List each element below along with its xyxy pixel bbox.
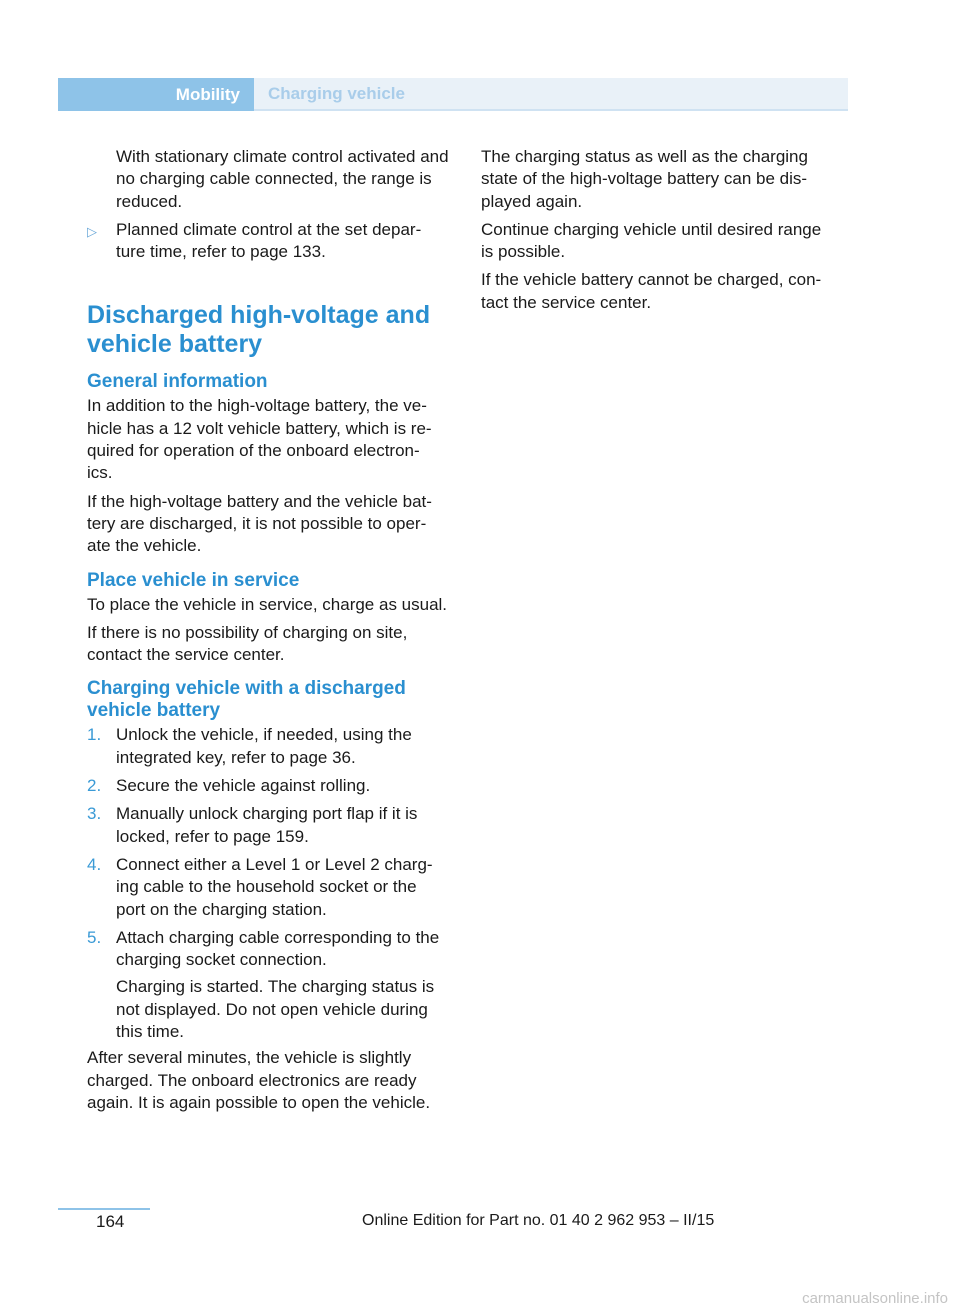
step-text: Unlock the vehicle, if needed, using the integrated key, refer to page 36. — [116, 725, 412, 767]
step-item — [87, 854, 449, 921]
section-tab: Mobility — [58, 78, 254, 111]
step-text: Secure the vehicle against rolling. — [116, 776, 371, 796]
step-number: 3. — [87, 804, 102, 824]
general-heading: General information — [87, 371, 268, 393]
bullet-item — [87, 219, 449, 264]
main-heading: Discharged high-voltage and vehicle battery — [87, 301, 431, 359]
charging-heading: Charging vehicle with a discharged vehicle battery — [87, 678, 406, 722]
step-text: Attach charging cable corresponding to the charging socket connection. — [116, 927, 440, 970]
step-number: 2. — [87, 776, 102, 796]
chapter-title: Charging vehicle — [254, 78, 848, 111]
step-item — [87, 724, 449, 769]
step5-note: Charging is started. The charging status is not displayed. Do not open vehicle during this time. — [116, 977, 435, 1042]
right-column — [481, 146, 833, 320]
intro-text: With stationary climate control activated and no charging cable connected, the range is reduced. — [116, 147, 449, 211]
service-heading: Place vehicle in service — [87, 569, 300, 591]
watermark: carmanualsonline.info — [802, 1290, 948, 1307]
left-column — [87, 146, 449, 1120]
step-number: 1. — [87, 725, 102, 745]
step-text: Connect either a Level 1 or Level 2 charg‐ ing cable to the household socket or the port on the charging station. — [116, 854, 433, 919]
step-item — [87, 803, 449, 848]
triangle-bullet-icon: ▷ — [87, 223, 97, 239]
general-paragraph-2: If the high-voltage battery and the vehicle bat‐ tery are discharged, it is not possible to oper‐ ate the vehicle. — [87, 491, 432, 556]
bullet-text: Planned climate control at the set depar‐ ture time, refer to page 133. — [116, 219, 422, 262]
service-paragraph-2: If there is no possibility of charging on site, contact the service center. — [87, 622, 408, 665]
page-number: 164 — [96, 1212, 125, 1231]
right-paragraph-3: If the vehicle battery cannot be charged, con‐ tact the service center. — [481, 270, 822, 312]
service-paragraph-1: To place the vehicle in service, charge as usual. — [87, 594, 448, 614]
general-paragraph-1: In addition to the high-voltage battery, the ve‐ hicle has a 12 volt vehicle battery, which is re‐ quired for operation of the onboard electron‐ ics. — [87, 396, 432, 483]
step-text: Manually unlock charging port flap if it is locked, refer to page 159. — [116, 804, 418, 846]
edition-text: Online Edition for Part no. 01 40 2 962 953 – II/15 — [362, 1212, 715, 1229]
page-header — [58, 78, 848, 111]
after-paragraph: After several minutes, the vehicle is slightly charged. The onboard electronics are ready again. It is again possible to open the vehicle. — [87, 1048, 431, 1112]
right-paragraph-1: The charging status as well as the charging state of the high-voltage battery can be dis‐ played again. — [481, 147, 808, 211]
step-number: 4. — [87, 854, 102, 874]
footer-accent-line — [58, 1208, 150, 1210]
step-item — [87, 775, 449, 797]
right-paragraph-2: Continue charging vehicle until desired range is possible. — [481, 219, 822, 262]
step-number: 5. — [87, 927, 102, 947]
step-item — [87, 927, 449, 972]
